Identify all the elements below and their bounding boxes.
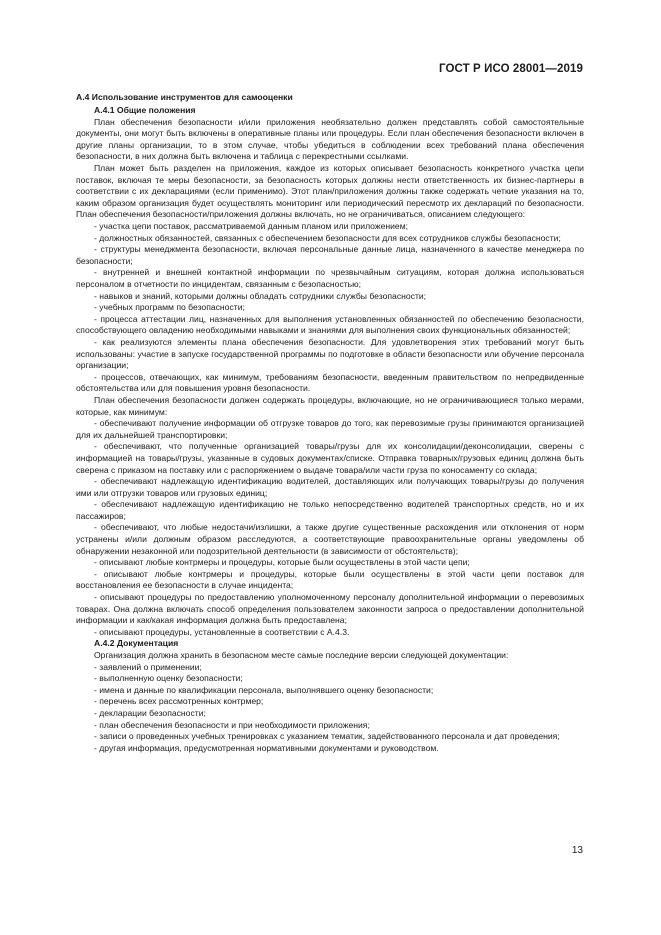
list-item: - процессов, отвечающих, как минимум, требованиям безопасности, введенным правительством по непредвиденные обстоятельства или для повышения уровня безопасности. xyxy=(76,371,584,394)
list-item: - записи о проведенных учебных тренировках с указанием тематик, задействованного персонала и дат проведения; xyxy=(94,731,560,742)
list-item: - навыков и знаний, которыми должны обладать сотрудники службы безопасности; xyxy=(94,290,427,301)
paragraph: План обеспечения безопасности должен содержать процедуры, включающие, но не ограничивающиеся только мерами, которые, как минимум: xyxy=(76,394,584,417)
list-item: - обеспечивают надлежащую идентификацию не только непосредственно водителей транспортных средств, но и их пассажиров; xyxy=(76,499,584,521)
list-item: - должностных обязанностей, связанных с обеспечением безопасности для всех сотрудников службы безопасности; xyxy=(94,232,561,243)
page-number: 13 xyxy=(571,845,583,856)
document-code-header: ГОСТ Р ИСО 28001—2019 xyxy=(438,63,583,75)
list-item: - структуры менеджмента безопасности, включая персональные данные лица, назначенного в качестве менеджера по безопасности; xyxy=(76,244,584,266)
list-item: - описывают любые контрмеры и процедуры, которые были осуществлены в этой части цепи; xyxy=(94,557,470,568)
list-item: - обеспечивают надлежащую идентификацию водителей, доставляющих или получающих товары/грузы до получения ими или отгрузки товаров или грузовых единиц; xyxy=(76,476,584,498)
list-item: - обеспечивают получение информации об отгрузке товаров до того, как перевозимые грузы принимаются организацией для их дальнейшей транспортировки; xyxy=(76,418,584,440)
list-item: - внутренней и внешней контактной информации по чрезвычайным ситуациям, которая должна использоваться персоналом в отчетности по инцидентам, связанным с безопасностью; xyxy=(76,267,584,289)
list-item: - описывают процедуры, установленные в соответствии с А.4.3. xyxy=(94,626,350,637)
paragraph: План обеспечения безопасности и/или приложения необязательно должен представлять собой самостоятельные документы, они могут быть включены в оперативные планы или процедуры. Если план обеспечения безопасности включен в другие планы организации, то в этом случае, чтобы убедиться в соблюдении всех требований плана обеспечения безопасности, в них должна быть включена и таблица с перекрестными ссылками. xyxy=(76,116,584,162)
paragraph: Организация должна хранить в безопасном месте самые последние версии следующей документации: xyxy=(94,650,509,660)
list-item: - описывают любые контрмеры и процедуры, которые были осуществлены в этой части цепи поставок для восстановления ее безопасности в случае инцидента; xyxy=(76,568,584,591)
list-item: - как реализуются элементы плана обеспечения безопасности. Для удовлетворения этих требований могут быть использованы: участие в запуске государственной программы по подготовке в области безопасности или обучение персонала организации; xyxy=(76,336,584,371)
list-item: - план обеспечения безопасности и при необходимости приложения; xyxy=(94,719,370,730)
paragraph: План может быть разделен на приложения, каждое из которых описывает безопасность конкретного участка цепи поставок, включая те меры безопасности, за безопасность которых должны нести ответственность их бизнес-партнеры в соответствии с их декларациями (если применимо). Этот план/приложения должны также содержать четкие указания на то, каким образом организация будет осуществлять мониторинг или периодический пересмотр их деклараций по безопасности. План обеспечения безопасности/приложения должны включать, но не ограничиваться, описанием следующего: xyxy=(76,163,584,220)
subsection-heading-general: А.4.1 Общие положения xyxy=(94,105,196,116)
list-item: - обеспечивают, что полученные организацией товары/грузы для их консолидации/деконсолидации, сверены с информацией на товары/грузы, указанные в судовых документах/списке. Отправка товарных/грузовых единиц должна быть сверена с приказом на поставку или с распоряжением о выдаче товара/или части груза по коносаменту со склада; xyxy=(76,441,584,475)
list-item: - участка цепи поставок, рассматриваемой данным планом или приложением; xyxy=(94,221,409,232)
subsection-heading-documentation: А.4.2 Документация xyxy=(94,638,179,649)
section-heading: А.4 Использование инструментов для самооценки xyxy=(76,92,293,102)
page-body xyxy=(76,92,584,754)
list-item: - другая информация, предусмотренная нормативными документами и руководством. xyxy=(94,742,439,753)
list-item: - учебных программ по безопасности; xyxy=(94,302,245,313)
list-item: - декларации безопасности; xyxy=(94,707,206,718)
list-item: - процесса аттестации лиц, назначенных для выполнения установленных обязанностей по обеспечению безопасности, способствующего овладению необходимыми навыками и знаниями для выполнения своих функциональных обязанностей; xyxy=(76,313,584,336)
list-item: - заявлений о применении; xyxy=(94,661,202,672)
list-item: - имена и данные по квалификации персонала, выполнявшего оценку безопасности; xyxy=(94,684,434,695)
list-item: - описывают процедуры по предоставлению уполномоченному персоналу дополнительной информации о перевозимых товарах. Она должна включать способ определения пользователем законности запроса о предоставлении дополнительной информации и как/какая информация должна быть предоставлена; xyxy=(76,592,584,626)
list-item: - выполненную оценку безопасности; xyxy=(94,673,243,684)
list-item: - обеспечивают, что любые недостачи/излишки, а также другие существенные расхождения или отклонения от норм устранены и/или должным образом расследуются, а соответствующие правоохранительные органы уведомлены об обнаружении незаконной или подозрительной деятельности (в зависимости от обстоятельств); xyxy=(76,522,584,556)
list-item: - перечень всех рассмотренных контрмер; xyxy=(94,696,264,707)
